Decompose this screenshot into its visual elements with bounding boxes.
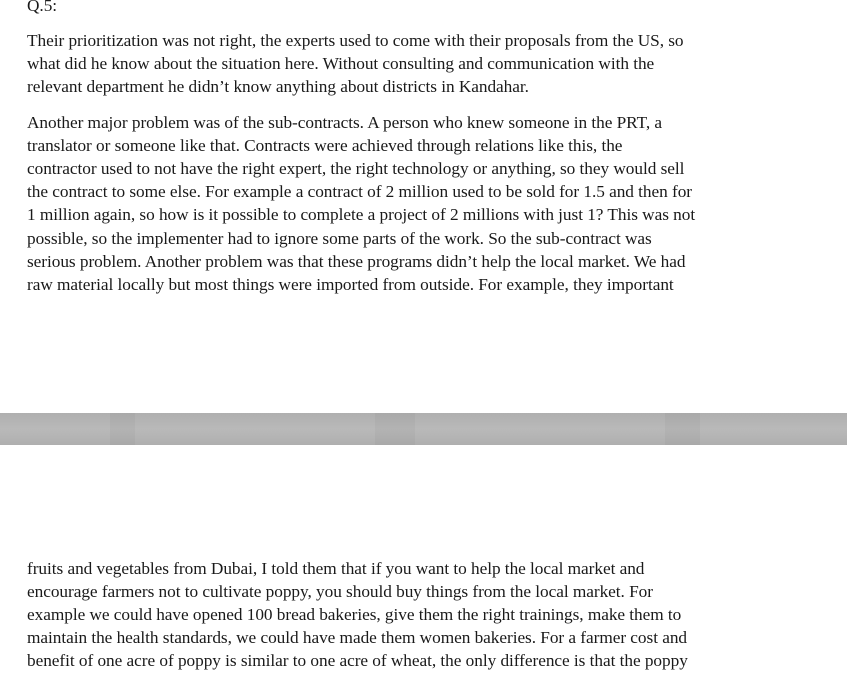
text-line: possible, so the implementer had to ignore some parts of the work. So the sub-contract was [27, 229, 652, 248]
text-line: translator or someone like that. Contracts were achieved through relations like this, the [27, 136, 623, 155]
text-line: benefit of one acre of poppy is similar to one acre of wheat, the only difference is that the poppy [27, 651, 688, 670]
text-line: 1 million again, so how is it possible to complete a project of 2 millions with just 1? This was not [27, 205, 696, 224]
text-line: encourage farmers not to cultivate poppy, you should buy things from the local market. For [27, 582, 653, 601]
question-label: Q.5: [27, 0, 58, 15]
text-line: fruits and vegetables from Dubai, I told them that if you want to help the local market and [27, 559, 645, 578]
text-line: raw material locally but most things were imported from outside. For example, they important [27, 275, 674, 294]
text-line: example we could have opened 100 bread bakeries, give them the right trainings, make them to [27, 605, 682, 624]
text-line: relevant department he didn’t know anything about districts in Kandahar. [27, 77, 529, 96]
text-line: the contract to some else. For example a contract of 2 million used to be sold for 1.5 and then for [27, 182, 692, 201]
text-line: contractor used to not have the right expert, the right technology or anything, so they would sell [27, 159, 685, 178]
text-line: serious problem. Another problem was that these programs didn’t help the local market. We had [27, 252, 686, 271]
text-line: Their prioritization was not right, the experts used to come with their proposals from the US, so [27, 31, 684, 50]
text-line: what did he know about the situation here. Without consulting and communication with the [27, 54, 655, 73]
page-separator [0, 413, 847, 445]
text-line: Another major problem was of the sub-contracts. A person who knew someone in the PRT, a [27, 113, 663, 132]
document-page-bottom [0, 445, 847, 673]
text-line: maintain the health standards, we could have made them women bakeries. For a farmer cost and [27, 628, 688, 647]
